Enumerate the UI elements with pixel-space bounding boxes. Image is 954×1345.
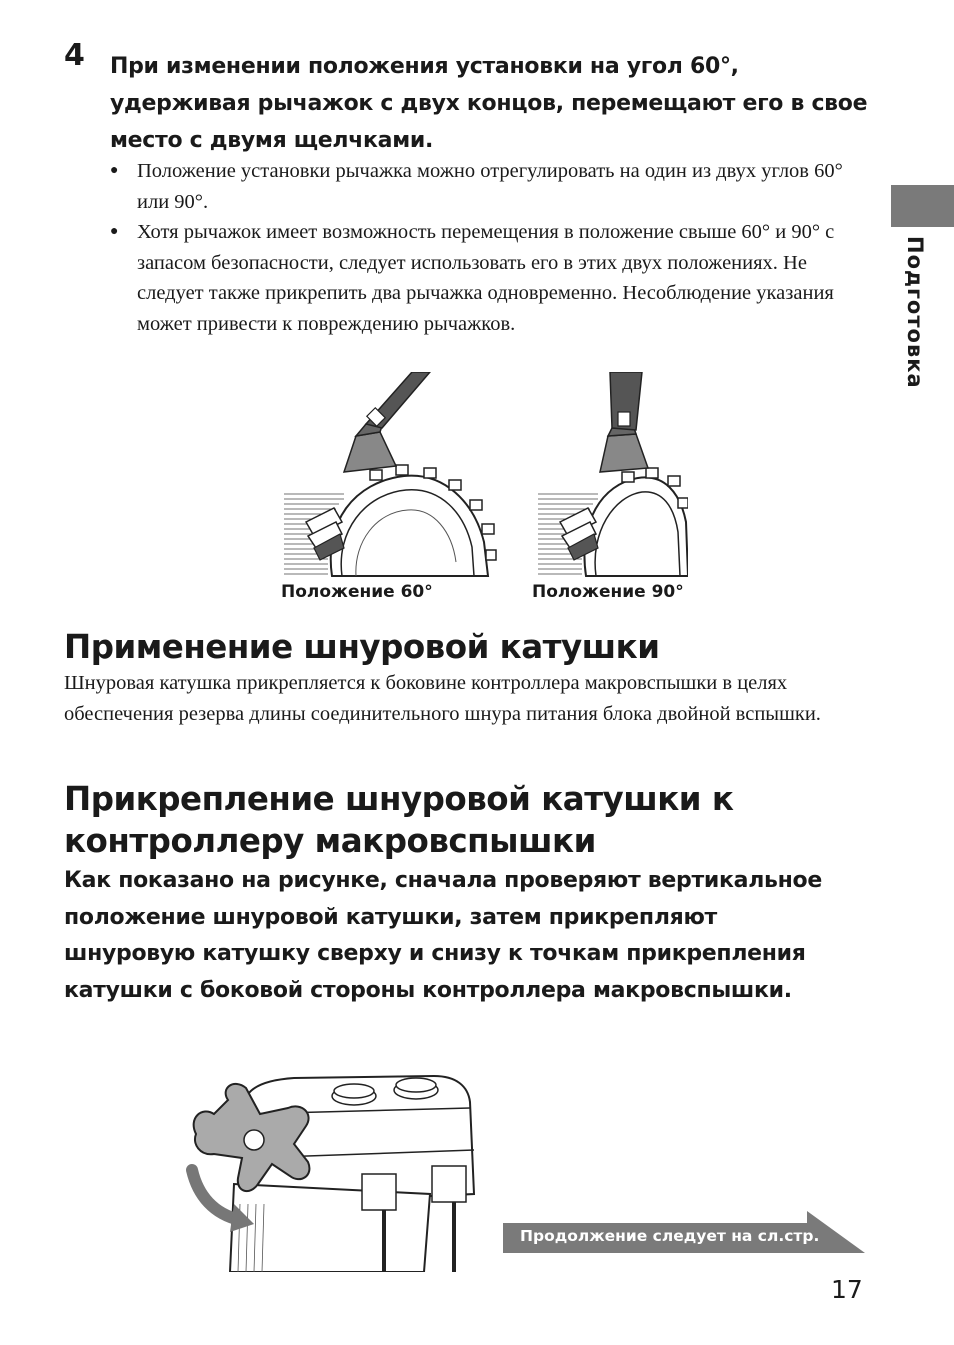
- note-item: ● Хотя рычажок имеет возможность перемещения в положение свыше 60° и 90° с запасом безопасности, следует использовать его в этих двух положениях. Не следует также прикрепить два рычажка одновременно. Несоблюдение указания может привести к повреждению рычажков.: [110, 217, 850, 339]
- step-number: 4: [64, 38, 85, 73]
- section-title-cord-reel: Применение шнуровой катушки: [64, 628, 660, 666]
- lever-90-illustration: [538, 372, 688, 578]
- note-item: ● Положение установки рычажка можно отрегулировать на один из двух углов 60° или 90°.: [110, 156, 850, 217]
- continue-label: Продолжение следует на сл.стр.: [520, 1227, 820, 1245]
- caption-60: Положение 60°: [281, 582, 433, 602]
- lever-60-illustration: [284, 372, 504, 578]
- page-number: 17: [831, 1275, 863, 1304]
- section-title-attach-reel: Прикрепление шнуровой катушки к контроллеру макровспышки: [64, 780, 734, 860]
- section-body-cord-reel: Шнуровая катушка прикрепляется к боковине контроллера макровспышки в целях обеспечения резерва длины соединительного шнура питания блока двойной вспышки.: [64, 672, 821, 725]
- caption-90: Положение 90°: [532, 582, 684, 602]
- cord-reel-attach-illustration: [184, 1074, 484, 1272]
- step-instruction: При изменении положения установки на угол 60°, удерживая рычажок с двух концов, перемещают его в свое место с двумя щелчками.: [110, 54, 868, 153]
- attach-instruction: Как показано на рисунке, сначала проверяют вертикальное положение шнуровой катушки, затем прикрепляют шнуровую катушку сверху и снизу к точкам прикрепления катушки с боковой стороны контроллера макровспышки.: [64, 868, 822, 1003]
- side-tab-marker: [891, 185, 954, 227]
- side-tab-label: Подготовка: [903, 236, 927, 389]
- step-notes: [110, 156, 850, 339]
